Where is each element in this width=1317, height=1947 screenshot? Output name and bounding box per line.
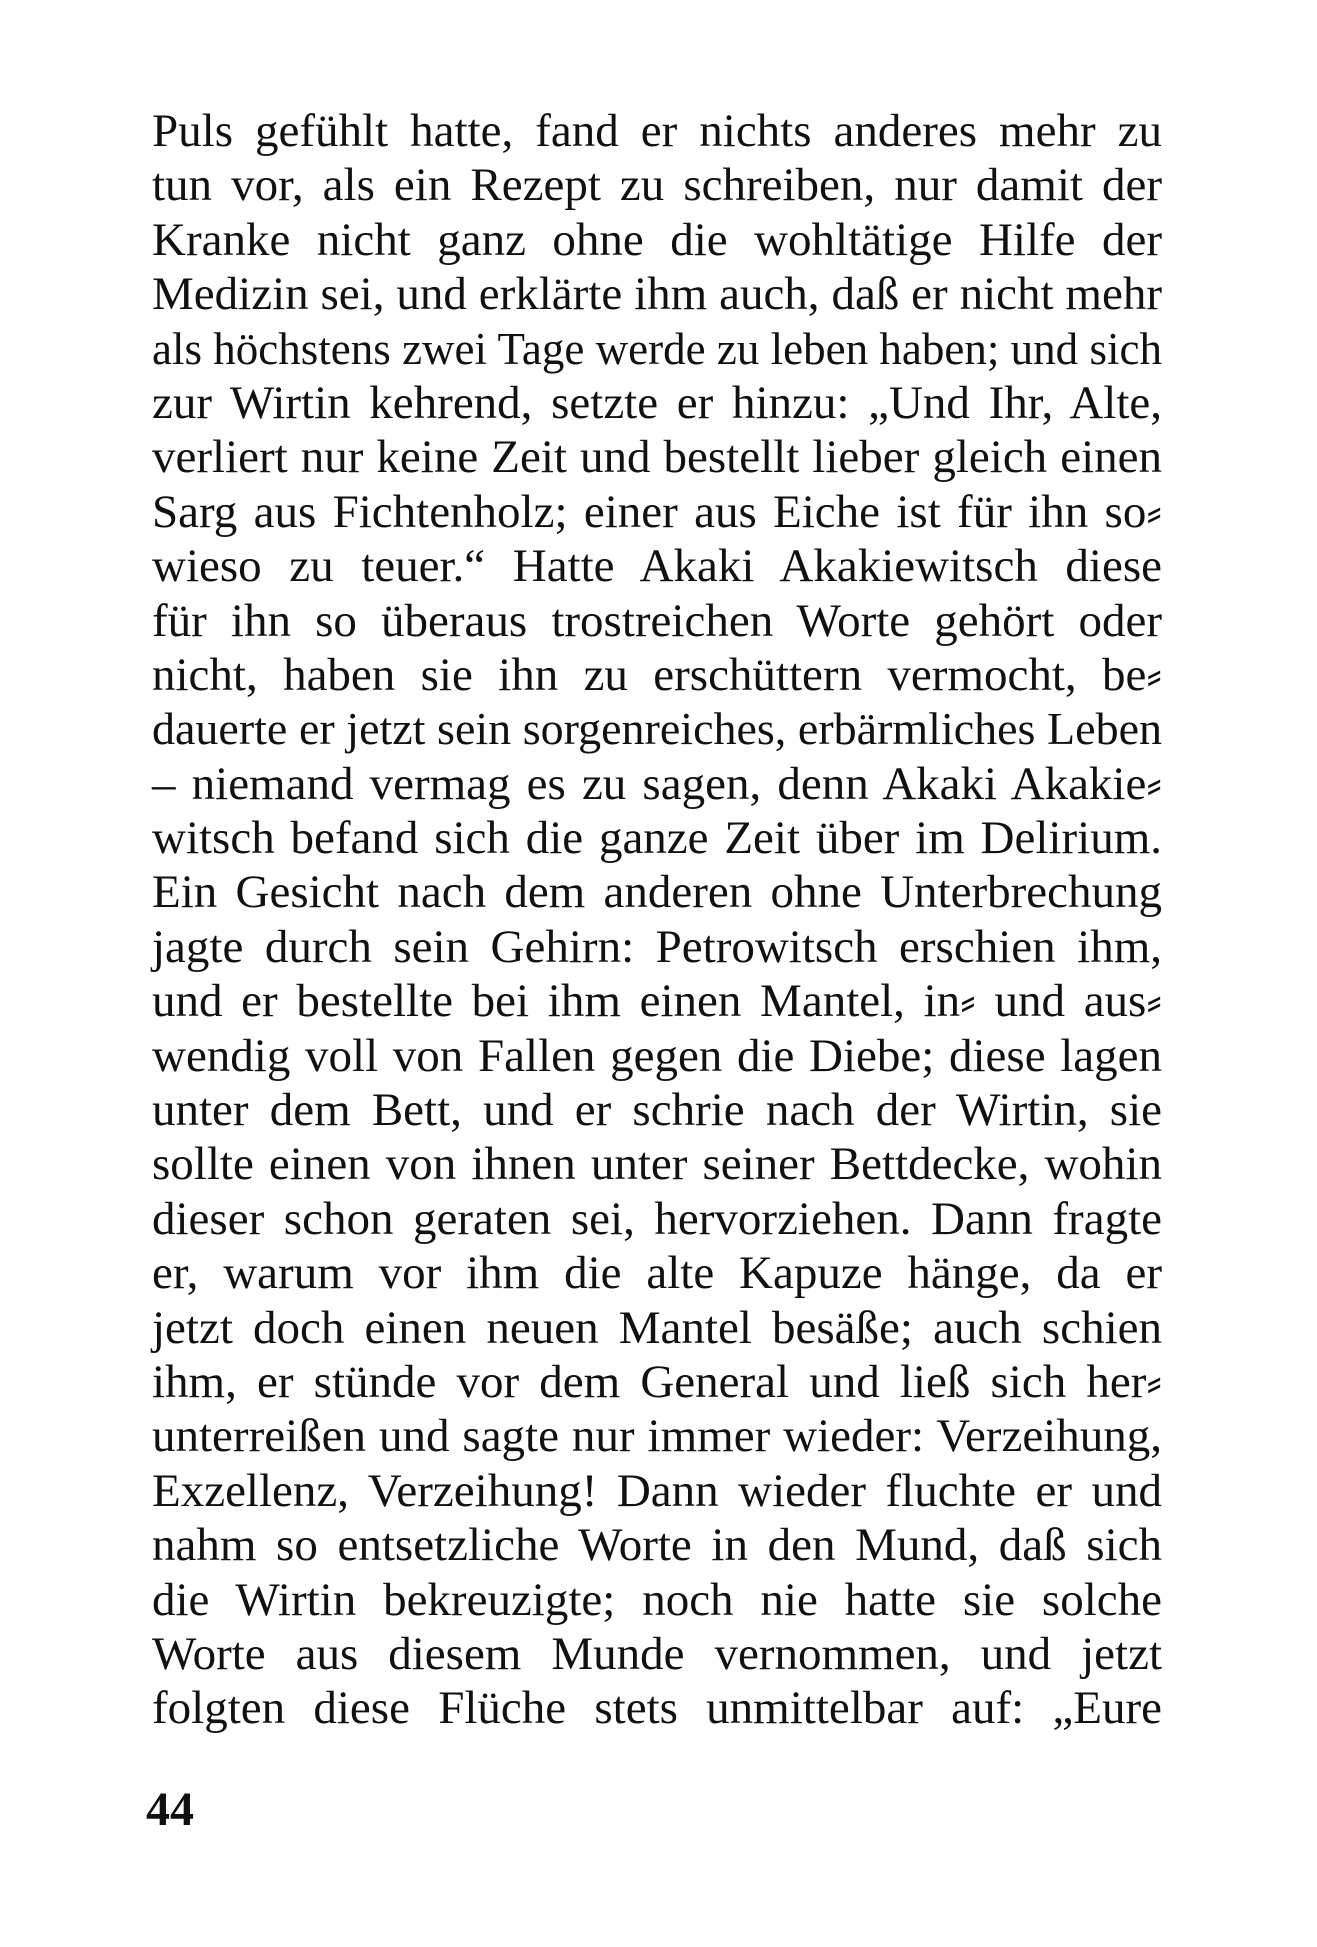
text-line: nahm so entsetzliche Worte in den Mund, daß sich [152, 1519, 1162, 1572]
text-line: witsch befand sich die ganze Zeit über im Delirium. [152, 812, 1162, 865]
text-line: Worte aus diesem Munde vernommen, und jetzt [152, 1627, 1162, 1680]
text-line: Ein Gesicht nach dem anderen ohne Unterbrechung [152, 866, 1162, 919]
text-line: Kranke nicht ganz ohne die wohltätige Hilfe der [152, 213, 1162, 266]
text-line: er, warum vor ihm die alte Kapuze hänge, da er [152, 1247, 1162, 1300]
text-line: unter dem Bett, und er schrie nach der Wirtin, sie [152, 1084, 1162, 1137]
text-line: ihm, er stünde vor dem General und ließ sich her⸗ [152, 1355, 1162, 1408]
text-line: verliert nur keine Zeit und bestellt lieber gleich einen [152, 431, 1162, 484]
text-line: Medizin sei, und erklärte ihm auch, daß er nicht mehr [152, 268, 1162, 321]
text-line: jagte durch sein Gehirn: Petrowitsch erschien ihm, [152, 920, 1162, 973]
text-line: und er bestellte bei ihm einen Mantel, in⸗ und aus⸗ [152, 975, 1162, 1028]
text-line: wendig voll von Fallen gegen die Diebe; diese lagen [152, 1029, 1162, 1082]
text-line: wieso zu teuer.“ Hatte Akaki Akakiewitsch diese [152, 540, 1162, 593]
text-line: sollte einen von ihnen unter seiner Bettdecke, wohin [152, 1138, 1162, 1191]
body-text [152, 104, 1162, 1736]
text-line: dauerte er jetzt sein sorgenreiches, erbärmliches Leben [152, 703, 1162, 755]
text-line: als höchstens zwei Tage werde zu leben haben; und sich [152, 323, 1162, 374]
text-line: folgten diese Flüche stets unmittelbar auf: „Eure [152, 1682, 1162, 1735]
text-line: dieser schon geraten sei, hervorziehen. Dann fragte [152, 1192, 1162, 1245]
text-line: jetzt doch einen neuen Mantel besäße; auch schien [152, 1301, 1162, 1354]
text-line: für ihn so überaus trostreichen Worte gehört oder [152, 594, 1162, 647]
text-line: unterreißen und sagte nur immer wieder: Verzeihung, [152, 1410, 1162, 1463]
text-line: Exzellenz, Verzeihung! Dann wieder fluchte er und [152, 1464, 1162, 1517]
text-line: Sarg aus Fichtenholz; einer aus Eiche ist für ihn so⸗ [152, 485, 1162, 538]
text-line: – niemand vermag es zu sagen, denn Akaki Akakie⸗ [152, 757, 1162, 810]
page-number: 44 [146, 1783, 194, 1836]
text-line: Puls gefühlt hatte, fand er nichts anderes mehr zu [152, 105, 1162, 157]
text-line: nicht, haben sie ihn zu erschüttern vermocht, be⸗ [152, 648, 1162, 701]
text-line: tun vor, als ein Rezept zu schreiben, nur damit der [152, 159, 1162, 212]
text-line: zur Wirtin kehrend, setzte er hinzu: „Und Ihr, Alte, [152, 376, 1162, 429]
text-line: die Wirtin bekreuzigte; noch nie hatte sie solche [152, 1573, 1162, 1626]
